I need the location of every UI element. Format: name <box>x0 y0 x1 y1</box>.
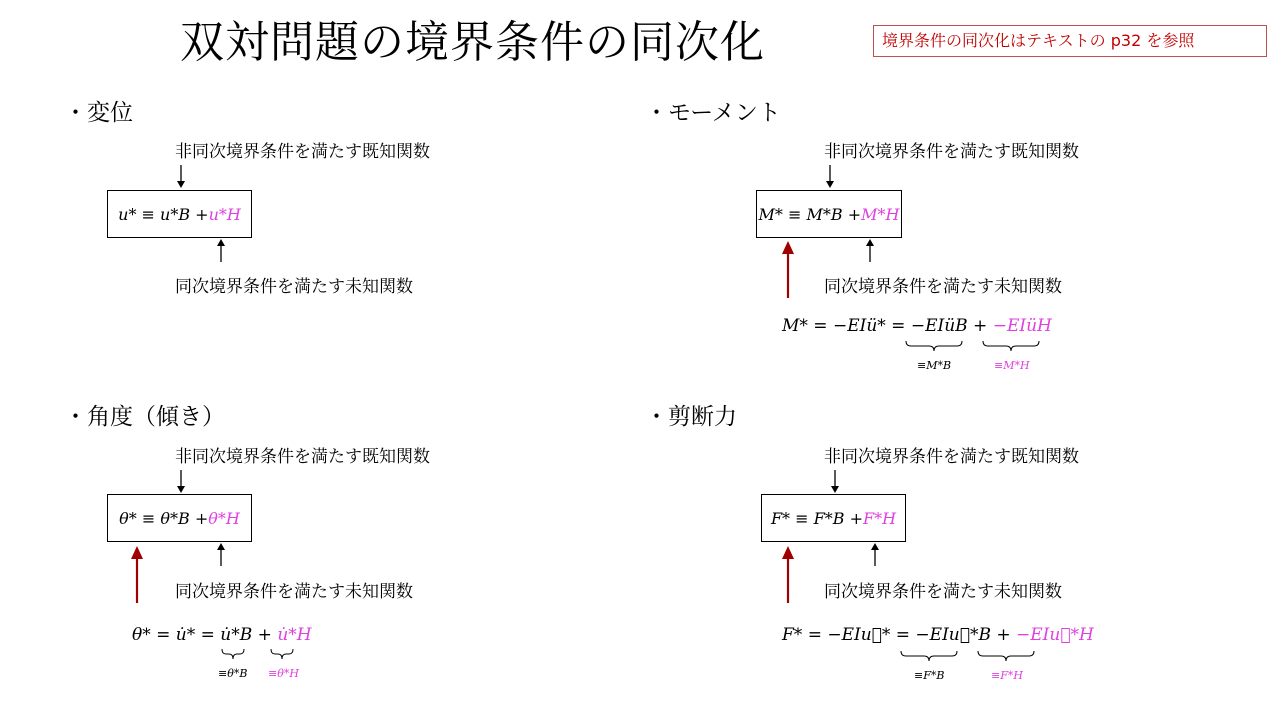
brace-label-homogeneous: ≡F*H <box>991 669 1023 682</box>
up-arrow-icon <box>869 542 881 566</box>
derivation-plus: + <box>967 316 993 336</box>
brace-label-known: ≡F*B <box>914 669 945 682</box>
underbrace-icon <box>982 340 1040 352</box>
unknown-function-label-displacement: 同次境界条件を満たす未知関数 <box>175 277 413 297</box>
brace-label-homogeneous: ≡M*H <box>994 359 1030 372</box>
up-arrow-icon <box>864 238 876 262</box>
derivation-lhs: M* = −EIü* = <box>782 316 911 336</box>
red-up-arrow-icon <box>781 545 795 605</box>
down-arrow-icon <box>175 470 187 494</box>
derivation-lhs: θ* = u̇* = <box>132 625 221 645</box>
red-up-arrow-icon <box>781 240 795 300</box>
reference-note: 境界条件の同次化はテキストの p32 を参照 <box>873 25 1267 57</box>
derivation-known-term: −EIüB <box>910 316 968 336</box>
equation-lhs: M* ≡ M*B + <box>758 204 862 224</box>
equation-box-shear <box>761 494 906 542</box>
red-up-arrow-icon <box>130 545 144 605</box>
heading-displacement: ・変位 <box>64 100 133 126</box>
down-arrow-icon <box>829 470 841 494</box>
derivation-known-term: −EIu⃛*B <box>915 625 991 645</box>
underbrace-icon <box>977 650 1035 662</box>
known-function-label-displacement: 非同次境界条件を満たす既知関数 <box>175 142 430 162</box>
underbrace-icon <box>905 340 963 352</box>
unknown-function-label-shear: 同次境界条件を満たす未知関数 <box>824 582 1062 602</box>
derivation-plus: + <box>252 625 278 645</box>
derivation-shear <box>782 625 1094 645</box>
equation-homogeneous-term: θ*H <box>208 508 240 528</box>
brace-label-known: ≡M*B <box>917 359 952 372</box>
derivation-moment <box>782 316 1052 336</box>
derivation-known-term: u̇*B <box>220 625 253 645</box>
equation-lhs: F* ≡ F*B + <box>770 508 863 528</box>
up-arrow-icon <box>215 238 227 262</box>
equation-homogeneous-term: M*H <box>861 204 900 224</box>
equation-box-angle <box>107 494 252 542</box>
derivation-homogeneous-term: −EIüH <box>992 316 1052 336</box>
brace-label-known: ≡θ*B <box>218 667 248 680</box>
page-title: 双対問題の境界条件の同次化 <box>180 17 765 68</box>
underbrace-icon <box>270 648 294 660</box>
equation-homogeneous-term: F*H <box>862 508 897 528</box>
derivation-homogeneous-term: −EIu⃛*H <box>1016 625 1094 645</box>
known-function-label-shear: 非同次境界条件を満たす既知関数 <box>824 447 1079 467</box>
derivation-plus: + <box>990 625 1016 645</box>
equation-box-displacement <box>107 190 252 238</box>
heading-moment: ・モーメント <box>645 100 781 126</box>
unknown-function-label-angle: 同次境界条件を満たす未知関数 <box>175 582 413 602</box>
known-function-label-angle: 非同次境界条件を満たす既知関数 <box>175 447 430 467</box>
down-arrow-icon <box>175 165 187 189</box>
known-function-label-moment: 非同次境界条件を満たす既知関数 <box>824 142 1079 162</box>
up-arrow-icon <box>215 542 227 566</box>
underbrace-icon <box>221 648 245 660</box>
equation-box-moment <box>756 190 902 238</box>
derivation-lhs: F* = −EIu⃛* = <box>782 625 916 645</box>
equation-lhs: u* ≡ u*B + <box>118 204 209 224</box>
unknown-function-label-moment: 同次境界条件を満たす未知関数 <box>824 277 1062 297</box>
heading-shear: ・剪断力 <box>645 404 737 430</box>
derivation-angle <box>132 625 312 645</box>
equation-homogeneous-term: u*H <box>208 204 241 224</box>
down-arrow-icon <box>824 165 836 189</box>
derivation-homogeneous-term: u̇*H <box>277 625 312 645</box>
heading-angle: ・角度（傾き） <box>64 404 225 430</box>
equation-lhs: θ* ≡ θ*B + <box>119 508 209 528</box>
brace-label-homogeneous: ≡θ*H <box>268 667 299 680</box>
underbrace-icon <box>900 650 958 662</box>
